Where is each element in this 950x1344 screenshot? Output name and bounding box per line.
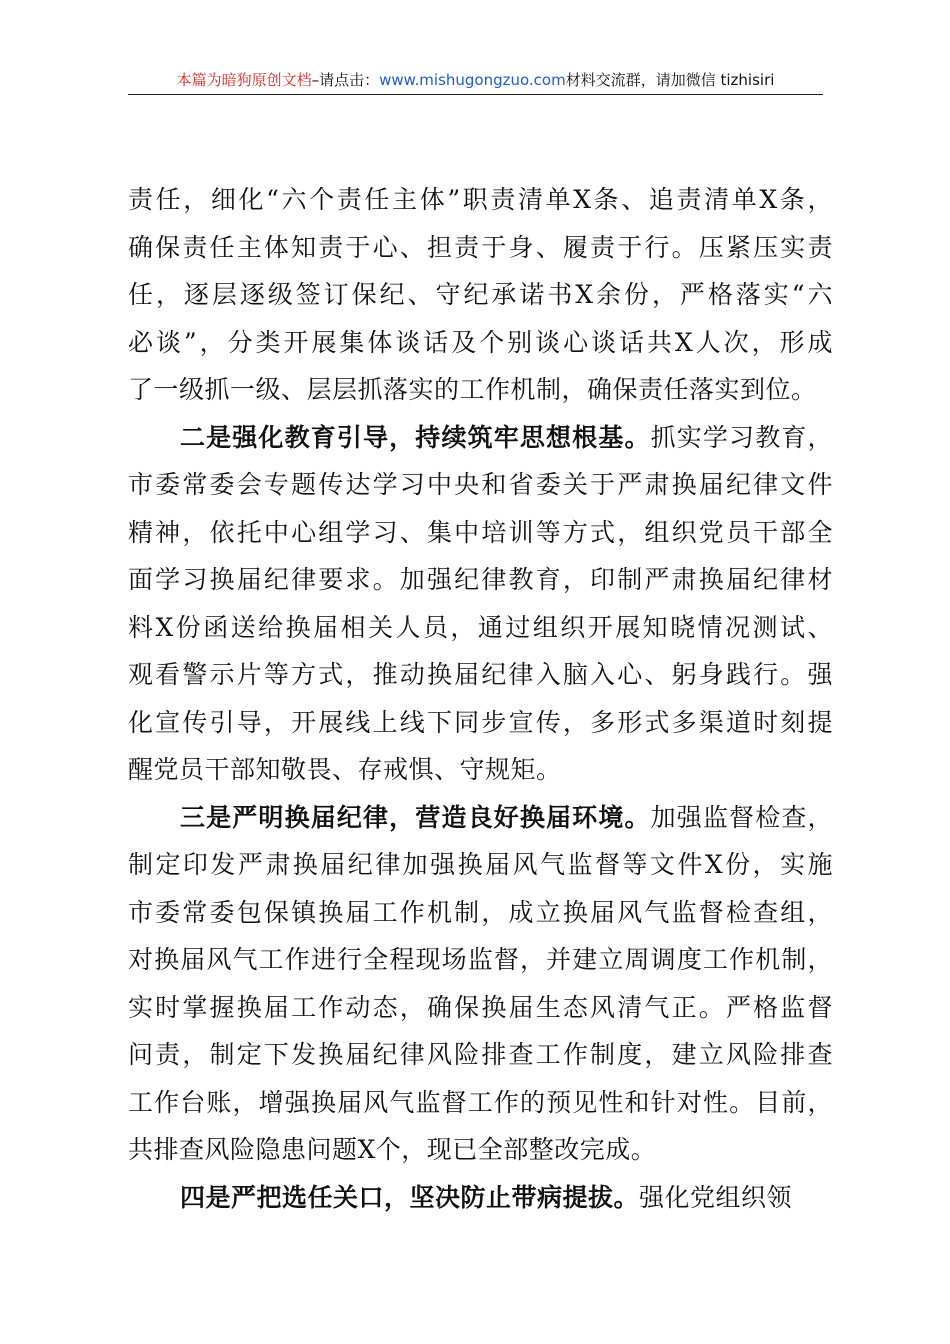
body-line: 责任，细化“六个责任主体”职责清单X条、追责清单X条， [128, 185, 833, 214]
page-header [128, 68, 823, 92]
section-heading-line: 四是严把选任关口，坚决防止带病提拔。强化党组织领 [180, 1182, 793, 1212]
section-heading-4: 四是严把选任关口，坚决防止带病提拔。 [180, 1182, 640, 1212]
body-line: 料X份函送给换届相关人员，通过组织开展知晓情况测试、 [128, 612, 833, 642]
section-heading-line: 二是强化教育引导，持续筑牢思想根基。抓实学习教育， [180, 422, 833, 452]
header-original-notice: 本篇为暗狗原创文档 [176, 71, 312, 89]
body-line: 了一级抓一级、层层抓落实的工作机制，确保责任落实到位。 [128, 375, 817, 404]
body-line: 醒党员干部知敬畏、存戒惧、守规矩。 [128, 755, 562, 784]
header-click-prompt: –请点击： [311, 71, 380, 89]
body-line: 确保责任主体知责于心、担责于身、履责于行。压紧压实责 [128, 232, 833, 262]
section-heading-2: 二是强化教育引导，持续筑牢思想根基。 [180, 422, 651, 452]
body-line: 观看警示片等方式，推动换届纪律入脑入心、躬身践行。强 [128, 660, 833, 689]
section-heading-line: 三是严明换届纪律，营造良好换届环境。加强监督检查， [180, 802, 833, 832]
body-line: 化宣传引导，开展线上线下同步宣传，多形式多渠道时刻提 [128, 707, 833, 737]
body-line: 制定印发严肃换届纪律加强换届风气监督等文件X份，实施 [128, 850, 833, 879]
body-line: 任，逐层逐级签订保纪、守纪承诺书X余份，严格落实“六 [128, 280, 833, 309]
body-line: 精神，依托中心组学习、集中培训等方式，组织党员干部全 [128, 517, 833, 547]
body-line: 实时掌握换届工作动态，确保换届生态风清气正。严格监督 [128, 992, 833, 1022]
section-heading-3: 三是严明换届纪律，营造良好换届环境。 [180, 802, 651, 832]
document-body [128, 176, 833, 1221]
body-line: 对换届风气工作进行全程现场监督，并建立周调度工作机制， [128, 945, 833, 974]
body-line: 问责，制定下发换届纪律风险排查工作制度，建立风险排查 [128, 1040, 833, 1069]
header-wechat-notice: 材料交流群，请加微信 tizhisiri [565, 71, 775, 89]
header-divider [128, 94, 823, 95]
header-website-link[interactable]: www.mishugongzuo.com [379, 71, 566, 89]
body-line: 市委常委会专题传达学习中央和省委关于严肃换届纪律文件 [128, 470, 833, 499]
body-line: 市委常委包保镇换届工作机制，成立换届风气监督检查组， [128, 897, 833, 927]
body-line: 工作台账，增强换届风气监督工作的预见性和针对性。目前， [128, 1087, 833, 1117]
body-line: 必谈”，分类开展集体谈话及个别谈心谈话共X人次，形成 [128, 327, 833, 357]
body-line: 面学习换届纪律要求。加强纪律教育，印制严肃换届纪律材 [128, 565, 833, 594]
body-line: 共排查风险隐患问题X个，现已全部整改完成。 [128, 1135, 657, 1164]
